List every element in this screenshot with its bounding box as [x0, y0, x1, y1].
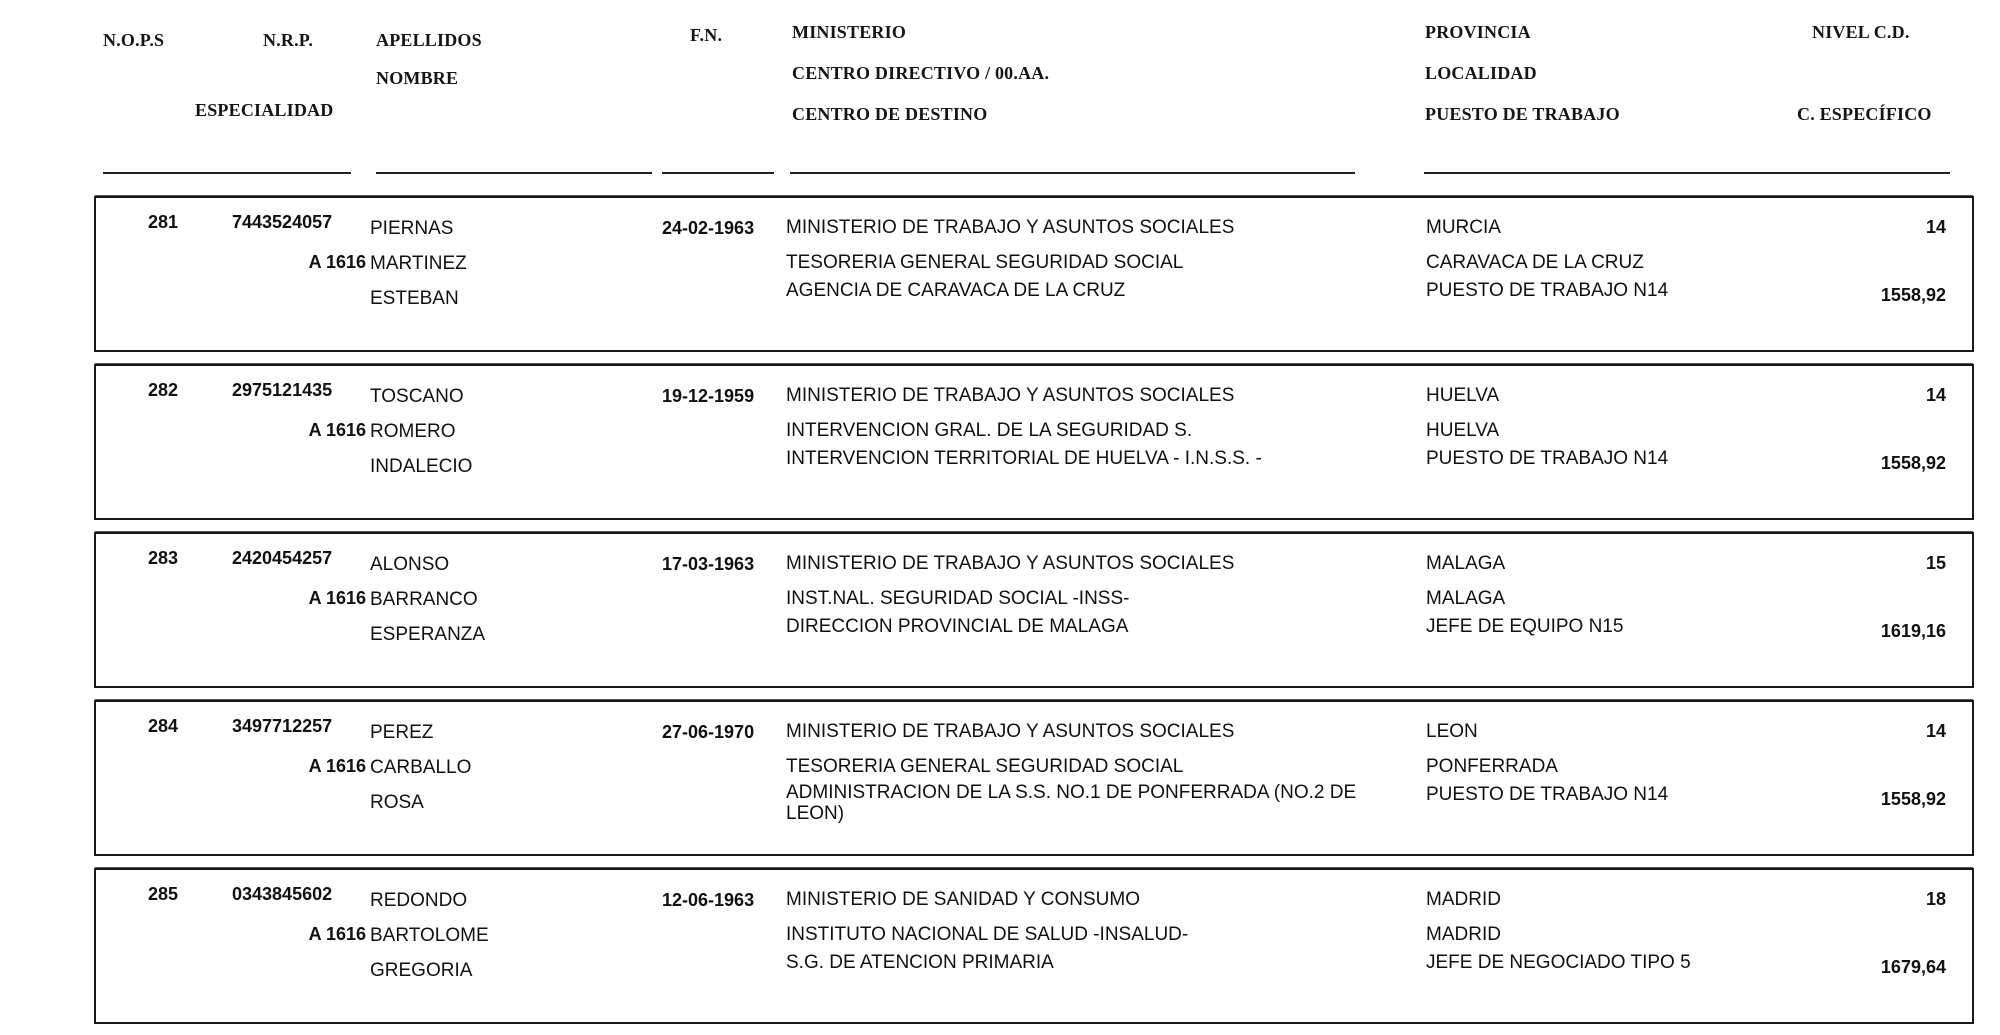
apellido1-value: TOSCANO [370, 386, 464, 407]
header-especialidad: ESPECIALIDAD [195, 100, 334, 120]
header-puesto-trabajo: PUESTO DE TRABAJO [1425, 104, 1620, 124]
c-especifico-value: 1558,92 [1880, 285, 1946, 305]
especialidad-value: A 1616 [308, 588, 366, 608]
ministerio-value: MINISTERIO DE TRABAJO Y ASUNTOS SOCIALES [786, 553, 1235, 574]
nrp-value: 2420454257 [232, 548, 333, 568]
record-row [94, 196, 1974, 352]
centro-directivo-value: INST.NAL. SEGURIDAD SOCIAL -INSS- [786, 588, 1130, 609]
puesto-value: PUESTO DE TRABAJO N14 [1426, 448, 1669, 469]
puesto-value: PUESTO DE TRABAJO N14 [1426, 784, 1669, 805]
nrp-value: 3497712257 [232, 716, 333, 736]
nivel-value: 18 [1925, 889, 1946, 909]
header-nivel-cd: NIVEL C.D. [1812, 22, 1910, 42]
centro-destino-value: INTERVENCION TERRITORIAL DE HUELVA - I.N.S.S. - [786, 448, 1262, 469]
ministerio-value: MINISTERIO DE SANIDAD Y CONSUMO [786, 889, 1141, 910]
fn-value: 27-06-1970 [662, 722, 755, 742]
header-centro-directivo: CENTRO DIRECTIVO / 00.AA. [792, 63, 1050, 83]
record-row [94, 868, 1974, 1024]
apellido2-value: BARRANCO [370, 589, 478, 610]
especialidad-value: A 1616 [308, 756, 366, 776]
header-rule-fn [662, 172, 774, 174]
nombre-value: ESTEBAN [370, 288, 459, 309]
header-rule-nops-nrp [103, 172, 351, 174]
header-rule-apellidos [376, 172, 652, 174]
centro-destino-value: DIRECCION PROVINCIAL DE MALAGA [786, 616, 1129, 637]
localidad-value: MADRID [1426, 924, 1501, 945]
centro-destino-value: AGENCIA DE CARAVACA DE LA CRUZ [786, 280, 1126, 301]
apellido1-value: ALONSO [370, 554, 450, 575]
nops-value: 284 [148, 716, 179, 736]
nombre-value: INDALECIO [370, 456, 473, 477]
header-nombre: NOMBRE [376, 68, 459, 88]
record-row [94, 700, 1974, 856]
nrp-value: 7443524057 [232, 212, 333, 232]
centro-directivo-value: INSTITUTO NACIONAL DE SALUD -INSALUD- [786, 924, 1189, 945]
nivel-value: 14 [1925, 217, 1946, 237]
ministerio-value: MINISTERIO DE TRABAJO Y ASUNTOS SOCIALES [786, 385, 1235, 406]
provincia-value: MURCIA [1426, 217, 1501, 238]
centro-directivo-value: TESORERIA GENERAL SEGURIDAD SOCIAL [786, 252, 1184, 273]
provincia-value: MADRID [1426, 889, 1501, 910]
nivel-value: 15 [1925, 553, 1946, 573]
header-nrp: N.R.P. [263, 30, 314, 50]
nombre-value: GREGORIA [370, 960, 473, 981]
puesto-value: PUESTO DE TRABAJO N14 [1426, 280, 1669, 301]
localidad-value: CARAVACA DE LA CRUZ [1426, 252, 1644, 273]
header-rule-provincia [1424, 172, 1950, 174]
nops-value: 285 [148, 884, 179, 904]
apellido1-value: PIERNAS [370, 218, 454, 239]
centro-directivo-value: TESORERIA GENERAL SEGURIDAD SOCIAL [786, 756, 1184, 777]
header-apellidos: APELLIDOS [376, 30, 482, 50]
header-fn: F.N. [690, 25, 723, 45]
fn-value: 19-12-1959 [662, 386, 755, 406]
provincia-value: LEON [1426, 721, 1478, 742]
header-c-especifico: C. ESPECÍFICO [1797, 104, 1932, 124]
header-ministerio: MINISTERIO [792, 22, 907, 42]
nops-value: 281 [148, 212, 179, 232]
especialidad-value: A 1616 [308, 252, 366, 272]
record-row [94, 364, 1974, 520]
c-especifico-value: 1679,64 [1880, 957, 1946, 977]
fn-value: 12-06-1963 [662, 890, 755, 910]
nombre-value: ESPERANZA [370, 624, 486, 645]
c-especifico-value: 1619,16 [1880, 621, 1946, 641]
c-especifico-value: 1558,92 [1880, 789, 1946, 809]
apellido1-value: PEREZ [370, 722, 434, 743]
nrp-value: 2975121435 [232, 380, 333, 400]
centro-destino-value: ADMINISTRACION DE LA S.S. NO.1 DE PONFERRADA (NO.2 DE LEON) [786, 782, 1357, 824]
puesto-value: JEFE DE NEGOCIADO TIPO 5 [1426, 952, 1691, 973]
apellido2-value: CARBALLO [370, 757, 472, 778]
nivel-value: 14 [1925, 721, 1946, 741]
provincia-value: HUELVA [1426, 385, 1500, 406]
record-row [94, 532, 1974, 688]
fn-value: 24-02-1963 [662, 218, 755, 238]
nops-value: 283 [148, 548, 179, 568]
apellido2-value: MARTINEZ [370, 253, 467, 274]
nombre-value: ROSA [370, 792, 424, 813]
apellido2-value: BARTOLOME [370, 925, 489, 946]
provincia-value: MALAGA [1426, 553, 1506, 574]
header-nops: N.O.P.S [103, 30, 165, 50]
centro-directivo-value: INTERVENCION GRAL. DE LA SEGURIDAD S. [786, 420, 1193, 441]
localidad-value: PONFERRADA [1426, 756, 1558, 777]
localidad-value: HUELVA [1426, 420, 1500, 441]
nops-value: 282 [148, 380, 179, 400]
localidad-value: MALAGA [1426, 588, 1506, 609]
especialidad-value: A 1616 [308, 420, 366, 440]
header-rule-ministerio [790, 172, 1355, 174]
nrp-value: 0343845602 [232, 884, 333, 904]
centro-destino-value: S.G. DE ATENCION PRIMARIA [786, 952, 1054, 973]
header-centro-destino: CENTRO DE DESTINO [792, 104, 988, 124]
apellido1-value: REDONDO [370, 890, 468, 911]
puesto-value: JEFE DE EQUIPO N15 [1426, 616, 1624, 637]
ministerio-value: MINISTERIO DE TRABAJO Y ASUNTOS SOCIALES [786, 217, 1235, 238]
apellido2-value: ROMERO [370, 421, 456, 442]
header-provincia: PROVINCIA [1425, 22, 1531, 42]
ministerio-value: MINISTERIO DE TRABAJO Y ASUNTOS SOCIALES [786, 721, 1235, 742]
header-localidad: LOCALIDAD [1425, 63, 1537, 83]
nivel-value: 14 [1925, 385, 1946, 405]
c-especifico-value: 1558,92 [1880, 453, 1946, 473]
especialidad-value: A 1616 [308, 924, 366, 944]
fn-value: 17-03-1963 [662, 554, 755, 574]
